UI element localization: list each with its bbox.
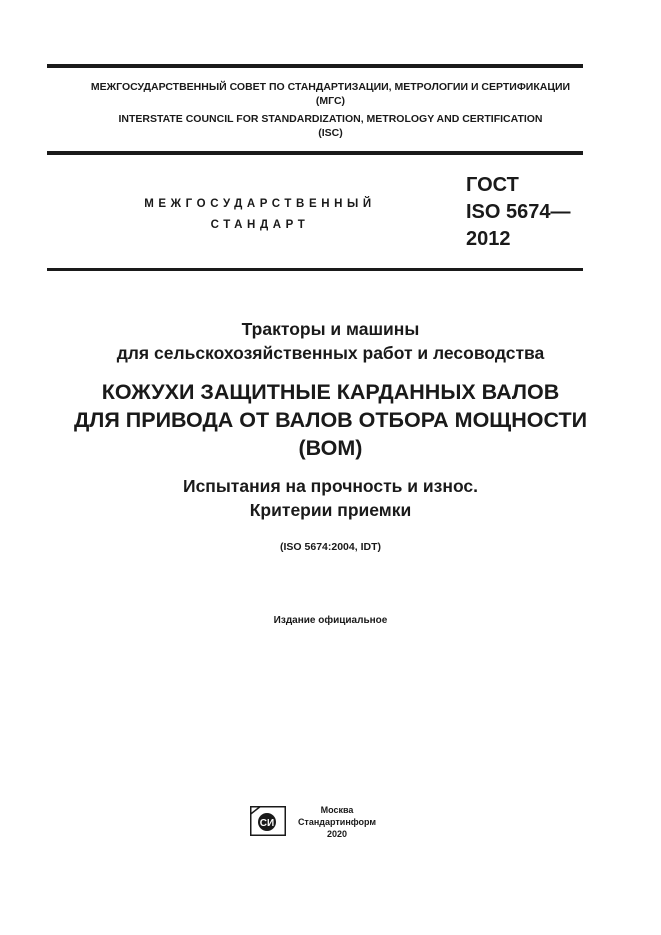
iso-reference: (ISO 5674:2004, IDT) <box>280 541 381 553</box>
subject-line2: для сельскохозяйственных работ и лесоводства <box>116 343 545 363</box>
subtitle-line2: Критерии приемки <box>249 500 412 520</box>
publisher-block <box>292 804 382 840</box>
council-ru-line2: (МГС) <box>315 95 346 107</box>
council-en-line1: INTERSTATE COUNCIL FOR STANDARDIZATION, METROLOGY AND CERTIFICATION <box>118 113 543 125</box>
council-ru-line1: МЕЖГОСУДАРСТВЕННЫЙ СОВЕТ ПО СТАНДАРТИЗАЦИИ, МЕТРОЛОГИИ И СЕРТИФИКАЦИИ <box>90 81 571 93</box>
publisher-city: Москва <box>320 805 354 815</box>
subject-line1: Тракторы и машины <box>241 319 420 339</box>
gost-designation <box>466 172 571 253</box>
designation-rule <box>47 268 583 271</box>
standartinform-logo <box>250 806 286 836</box>
standard-label-line1: МЕЖГОСУДАРСТВЕННЫЙ <box>144 198 376 210</box>
logo-text: СИ <box>259 818 275 829</box>
main-title-line2: ДЛЯ ПРИВОДА ОТ ВАЛОВ ОТБОРА МОЩНОСТИ <box>73 408 588 432</box>
gost-line1: ГОСТ <box>466 174 519 196</box>
gost-line2: ISO 5674— <box>466 201 571 223</box>
top-rule <box>47 64 583 68</box>
gost-line3: 2012 <box>466 228 511 250</box>
header-rule <box>47 151 583 155</box>
subtitle-line1: Испытания на прочность и износ. <box>182 476 479 496</box>
council-en-line2: (ISC) <box>318 127 343 139</box>
edition-label: Издание официальное <box>273 615 388 626</box>
main-title-line1: КОЖУХИ ЗАЩИТНЫЕ КАРДАННЫХ ВАЛОВ <box>101 380 560 404</box>
publisher-year: 2020 <box>326 829 348 839</box>
main-title-line3: (ВОМ) <box>298 436 363 460</box>
publisher-name: Стандартинформ <box>297 817 377 827</box>
standard-label-line2: СТАНДАРТ <box>210 219 310 231</box>
